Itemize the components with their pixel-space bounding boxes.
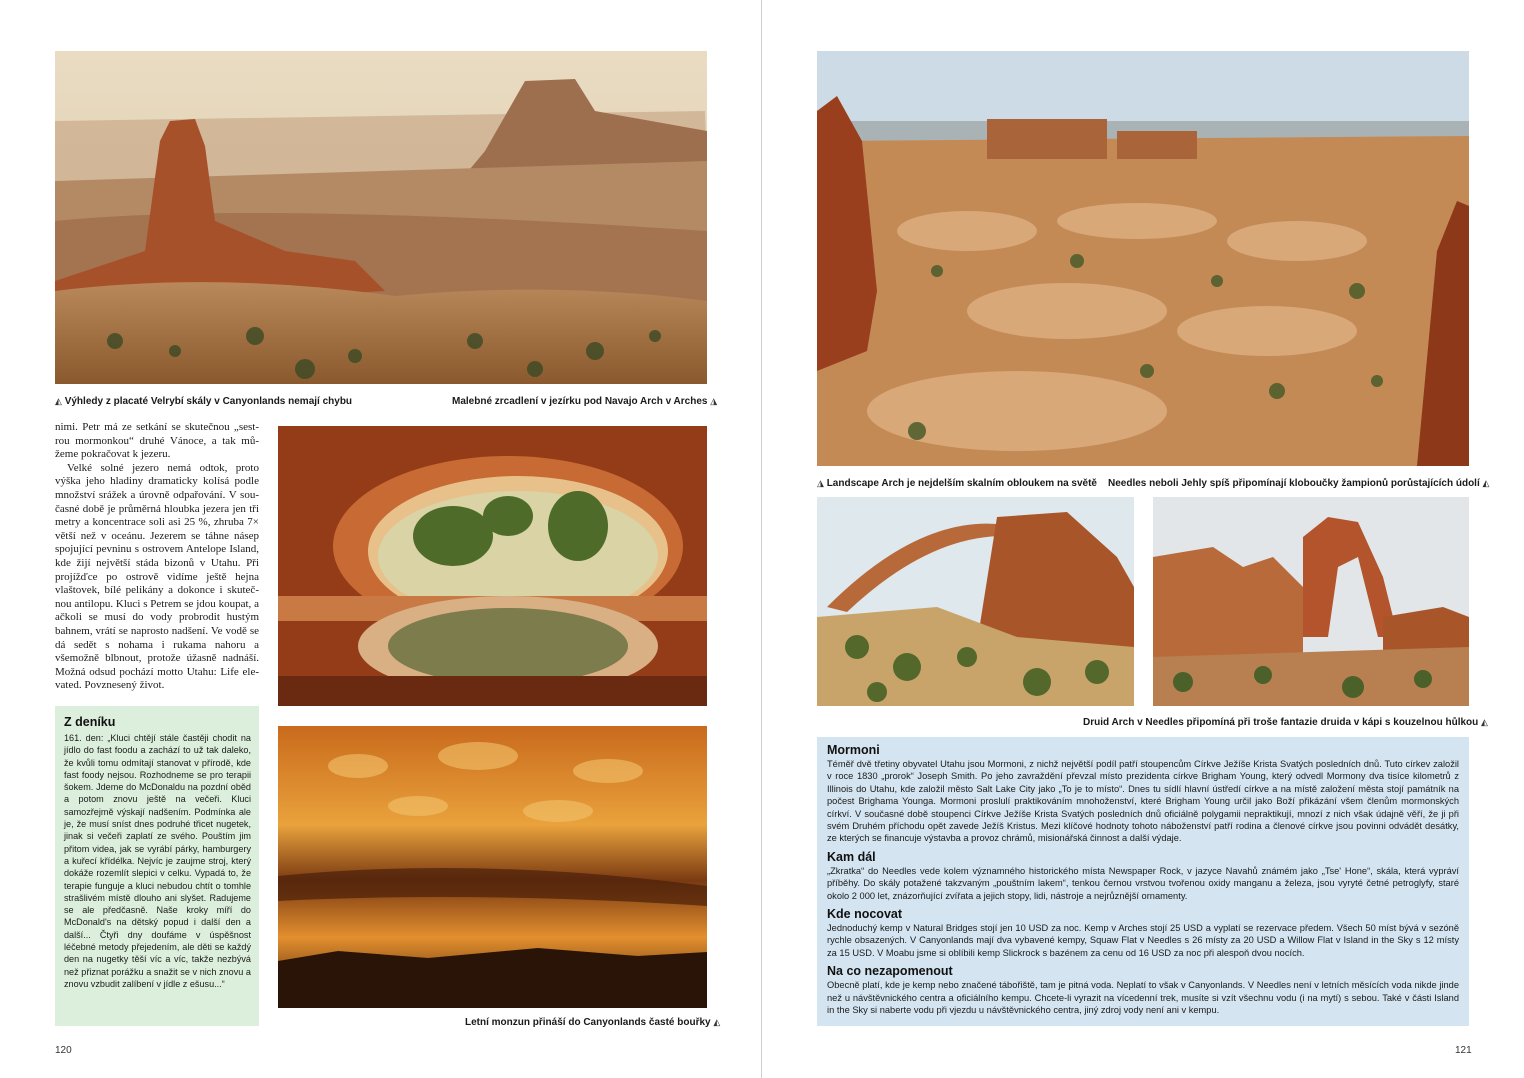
caption-needles: Needles neboli Jehly spíš připomínají kloboučky žampionů porůstajících údolí ◭ <box>1108 478 1490 489</box>
section-title-where-to-stay: Kde nocovat <box>827 907 903 922</box>
section-title-where-next: Kam dál <box>827 849 876 864</box>
caption-landscape-arch: ◮ Landscape Arch je nejdelším skalním obloukem na světě <box>817 478 1097 489</box>
photo-monsoon-storm <box>278 726 707 1008</box>
page-number-left: 120 <box>55 1045 72 1056</box>
info-box <box>817 737 1469 1026</box>
page-number-right: 121 <box>1455 1045 1472 1056</box>
diary-title: Z deníku <box>64 715 116 729</box>
photo-canyonlands-mesa <box>55 51 707 384</box>
arrow-up-left-icon: ◭ <box>1482 478 1490 488</box>
arrow-up-left-icon: ◭ <box>713 1017 721 1027</box>
caption-canyonlands: ◭ Výhledy z placaté Velrybí skály v Canyonlands nemají chybu <box>55 396 353 407</box>
section-text-dont-forget: Obecně platí, kde je kemp nebo značené tábořiště, tam je pitná voda. Neplatí to však v Canyonlands. V Needles není v letních měsících voda nikde jinde než u návštěvnického centra a oficiálního kempu. Chcete-li vyrazit na vícedenní trek, musíte si vzít všechnu vodu (i na mytí) s sebou. Také v části Island in the Sky si naberte vodu při vjezdu u návštěvnického centra, jiný zdroj vody není ani v kempu. <box>827 980 1459 1016</box>
section-text-mormons: Téměř dvě třetiny obyvatel Utahu jsou Mormoni, z nichž největší podíl patří stoupencům Církve Ježíše Krista Svatých posledních dnů. Tuto církev založil v roce 1830 „prorok“ Joseph Smith. Po jeho zavraždění převzal místo prezidenta církve Brigham Young, který odvedl Mormony dva tisíce kilometrů z Illinois do Utahu, kde založil město Salt Lake City jako „To je to místo“. Dnes tu sídlí hlavní ústředí církve a na místě založení města stojí památník na počest Brighama Younga. Mormoni proslulí praktikováním mnohoženství, které Brigham Young určil jako Boží přikázání všem členům mormonských církví. V současné době stoupenci Církve Ježíše Krista Svatých posledních dnů oficiálně polygamii nepraktikují, mnozí z nich však údajně věří, že ji při svém Druhém příchodu opět zavede Ježíš Kristus. Mezi klíčové hodnoty tohoto náboženství patří rodina a členové církve jsou povinni odvádět desátky, ze kterých se financuje výstavba a provoz chrámů, misionářská činnost a další výdaje. <box>827 759 1459 844</box>
arrow-left-icon: ◮ <box>817 478 824 488</box>
caption-navajo-arch: Malebné zrcadlení v jezírku pod Navajo Arch v Arches ◮ <box>452 396 718 407</box>
body-text <box>55 421 259 693</box>
arrow-up-left-icon: ◭ <box>1481 717 1488 727</box>
arrow-right-icon: ◮ <box>710 396 718 406</box>
photo-needles-panorama <box>817 51 1469 466</box>
right-page <box>763 0 1524 1078</box>
photo-landscape-arch <box>817 497 1134 706</box>
photo-navajo-arch <box>278 426 707 706</box>
diary-box <box>55 706 259 1026</box>
arrow-up-left-icon: ◭ <box>55 396 62 406</box>
caption-druid-arch: Druid Arch v Needles připomíná při troše fantazie druida v kápi s kouzelnou hůlkou ◭ <box>1083 717 1488 728</box>
body-paragraph: nimi. Petr má ze setkání se skutečnou „sestrou mormonkou“ druhé Vánoce, a tak můžeme pokračovat k jezeru. <box>55 421 259 461</box>
body-paragraph: Velké solné jezero nemá odtok, proto výška jeho hladiny dramaticky kolísá podle množství srážek a úrovně odpařování. V současné době je průměrná hloubka jezera jen tři metry a koncentrace soli asi 25 %, zhruba 7× větší než v oceánu. Jezerem se táhne násep spojující pevninu s ostrovem Antelope Island, kde žijí největší stáda bizonů v Utahu. Při projížďce po ostrově vidíme ještě hejna vlaštovek, bílé pelikány a dokonce i skutečnou antilopu. Kluci s Petrem se jdou koupat, a ačkoli se musí do vody probrodit hustým bahnem, vrátí se naprosto nadšení. Ve vodě se dá sedět s nohama i rukama nahoru a všemožně blbnout, protože úžasně nadnáší. Možná odsud pochází motto Utahu: Life elevated. Povznesený život. <box>55 461 259 692</box>
section-text-where-next: „Zkratka“ do Needles vede kolem významného historického místa Newspaper Rock, v jazyce Navahů známém jako „Tse' Hone“, skála, která vypráví příběhy. Do skály potažené takzvaným „pouštním lakem“, tenkou černou vrstvou tvořenou oxidy manganu a železa, jsou vyryté četné petroglyfy, staré okolo 2 000 let, znázorňující zvířata a jejich stopy, lidi, nástroje a nejrůznější ornamenty. <box>827 865 1459 901</box>
diary-text: 161. den: „Kluci chtějí stále častěji chodit na jídlo do fast foodu a zachází to už tak daleko, že kvůli tomu odmítají stanovat v přírodě, kde fast foody nejsou. Rozhodneme se pro terapii šokem. Jdeme do McDonaldu na pozdní oběd a potom znovu ještě na večeři. Kluci samozřejmě výskají nadšením. Podmínka ale je, že musí sníst dnes podruhé třicet nugetek, jinak si večeři zaplatí ze svého. Pouštím jim přitom videa, jak se vyrábí párky, hamburgery a kuřecí křídélka. Nejvíc je zaujme stroj, který dokáže rozemlít slepici v celku. Vypadá to, že terapie funguje a kluci nebudou chtít o tomhle strašlivém místě dlouho ani slyšet. Radujeme se ale předčasně. Naše kroky míří do McDonald's na dětský popud i další den a další... Čtyři dny doufáme v úspěšnost léčebné metody přejedením, ale děti se každý den na nugetky těší víc a víc, takže nezbývá než přiznat porážku a snažit se v nich znovu a znovu vzbudit zalíbení v jídle z ešusu...“ <box>64 733 251 989</box>
photo-druid-arch <box>1153 497 1469 706</box>
caption-monsoon: Letní monzun přináší do Canyonlands časté bouřky ◭ <box>465 1017 721 1028</box>
section-title-dont-forget: Na co nezapomenout <box>827 964 953 979</box>
section-title-mormons: Mormoni <box>827 743 880 757</box>
section-text-where-to-stay: Jednoduchý kemp v Natural Bridges stojí jen 10 USD za noc. Kemp v Arches stojí 25 USD a vyplatí se rezervace předem. Všech 50 míst bývá v sezóně rychle obsazených. V Canyonlands mají dva vybavené kempy, Squaw Flat v Needles s 26 místy za 20 USD a Willow Flat v Island in the Sky s 12 místy za 15 USD. V Moabu jsme si oblíbili kemp Slickrock s bazénem za cenu od 16 USD za noc při alespoň dvou nocích. <box>827 923 1459 958</box>
